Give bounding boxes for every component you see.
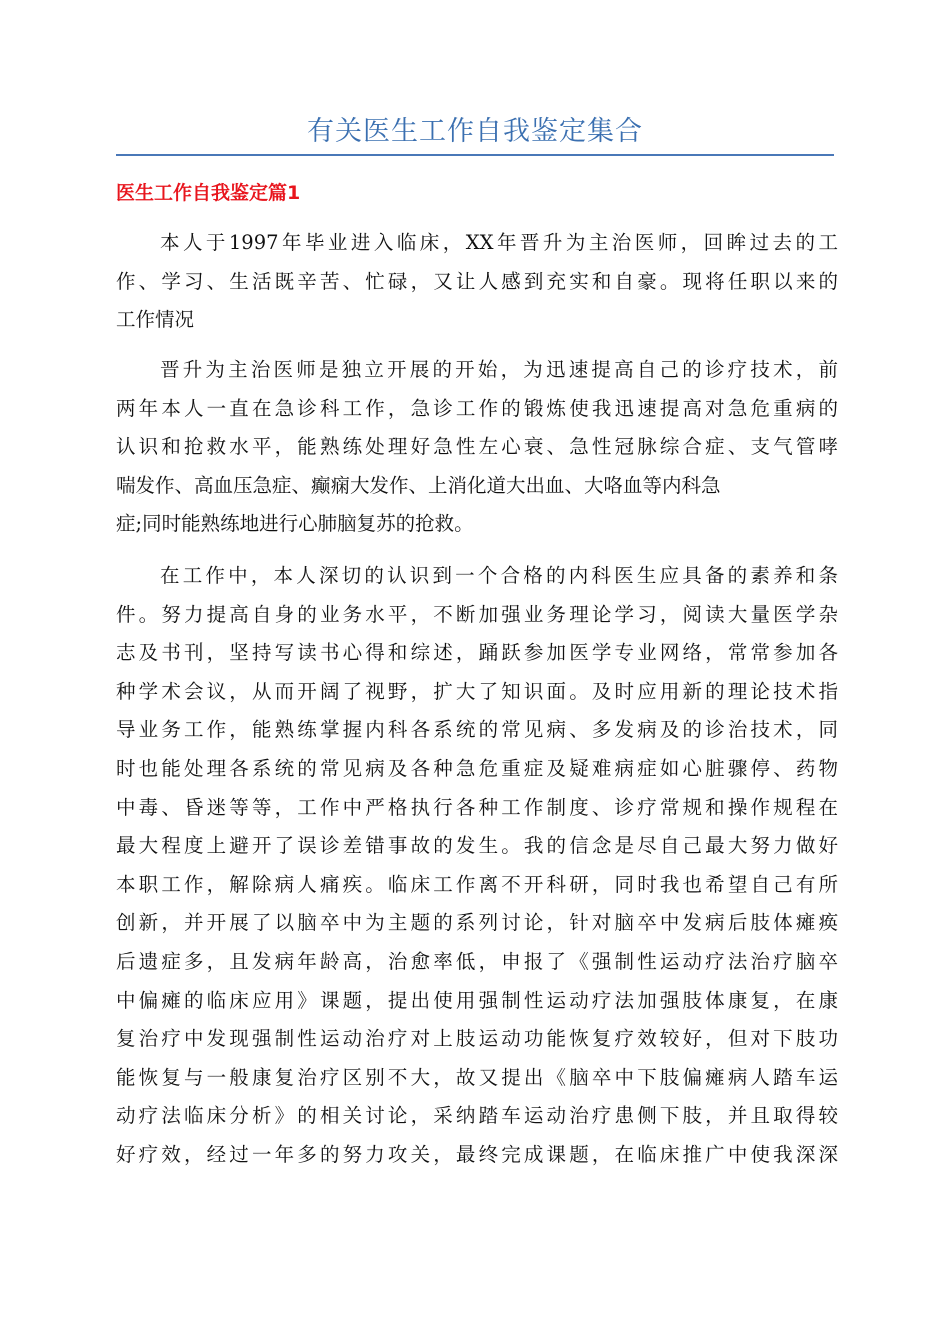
- paragraph-line: 本职工作，解除病人痛疾。临床工作离不开科研，同时我也希望自己有所: [116, 872, 838, 896]
- paragraph-line: 件。努力提高自身的业务水平，不断加强业务理论学习，阅读大量医学杂: [116, 602, 838, 626]
- document-title: 有关医生工作自我鉴定集合: [307, 116, 643, 147]
- paragraph-line: 创新，并开展了以脑卒中为主题的系列讨论，针对脑卒中发病后肢体瘫痪: [116, 911, 838, 935]
- paragraph-line: 时也能处理各系统的常见病及各种急危重症及疑难病症如心脏骤停、药物: [116, 756, 838, 780]
- paragraph-line: 种学术会议，从而开阔了视野，扩大了知识面。及时应用新的理论技术指: [116, 679, 838, 703]
- paragraph-line: 喘发作、高血压急症、癫痫大发作、上消化道大出血、大咯血等内科急: [116, 473, 721, 497]
- paragraph-line: 最大程度上避开了误诊差错事故的发生。我的信念是尽自己最大努力做好: [116, 834, 838, 858]
- paragraph-line: 认识和抢救水平，能熟练处理好急性左心衰、急性冠脉综合症、支气管哮: [116, 435, 838, 459]
- paragraph-line: 导业务工作，能熟练掌握内科各系统的常见病、多发病及的诊治技术，同: [116, 718, 838, 742]
- paragraph-3: [116, 557, 838, 1175]
- paragraph-line: 症;同时能熟练地进行心肺脑复苏的抢救。: [116, 512, 474, 536]
- paragraph-line: 中偏瘫的临床应用》课题，提出使用强制性运动疗法加强肢体康复，在康: [116, 988, 838, 1012]
- title-underline: [116, 154, 834, 156]
- paragraph-line: 作、学习、生活既辛苦、忙碌，又让人感到充实和自豪。现将任职以来的: [116, 269, 838, 293]
- paragraph-line: 在工作中，本人深切的认识到一个合格的内科医生应具备的素养和条: [160, 564, 838, 587]
- section-heading: 医生工作自我鉴定篇1: [116, 182, 301, 204]
- paragraph-line: 晋升为主治医师是独立开展的开始，为迅速提高自己的诊疗技术，前: [160, 358, 838, 381]
- paragraph-line: 中毒、昏迷等等，工作中严格执行各种工作制度、诊疗常规和操作规程在: [116, 795, 838, 819]
- paragraph-line: 复治疗中发现强制性运动治疗对上肢运动功能恢复疗效较好，但对下肢功: [116, 1027, 838, 1051]
- paragraph-2: [116, 351, 838, 544]
- paragraph-line: 工作情况: [116, 308, 195, 332]
- paragraph-line: 志及书刊，坚持写读书心得和综述，踊跃参加医学专业网络，常常参加各: [116, 641, 838, 665]
- paragraph-line: 后遗症多，且发病年龄高，治愈率低，申报了《强制性运动疗法治疗脑卒: [116, 949, 838, 973]
- paragraph-line: 好疗效，经过一年多的努力攻关，最终完成课题，在临床推广中使我深深: [116, 1142, 838, 1166]
- paragraph-line: 动疗法临床分析》的相关讨论，采纳踏车运动治疗患侧下肢，并且取得较: [116, 1104, 838, 1128]
- paragraph-line: 能恢复与一般康复治疗区别不大，故又提出《脑卒中下肢偏瘫病人踏车运: [116, 1065, 838, 1089]
- paragraph-line: 本人于1997年毕业进入临床，XX年晋升为主治医师，回眸过去的工: [160, 231, 838, 254]
- paragraph-1: [116, 224, 838, 340]
- paragraph-line: 两年本人一直在急诊科工作，急诊工作的锻炼使我迅速提高对急危重病的: [116, 396, 838, 420]
